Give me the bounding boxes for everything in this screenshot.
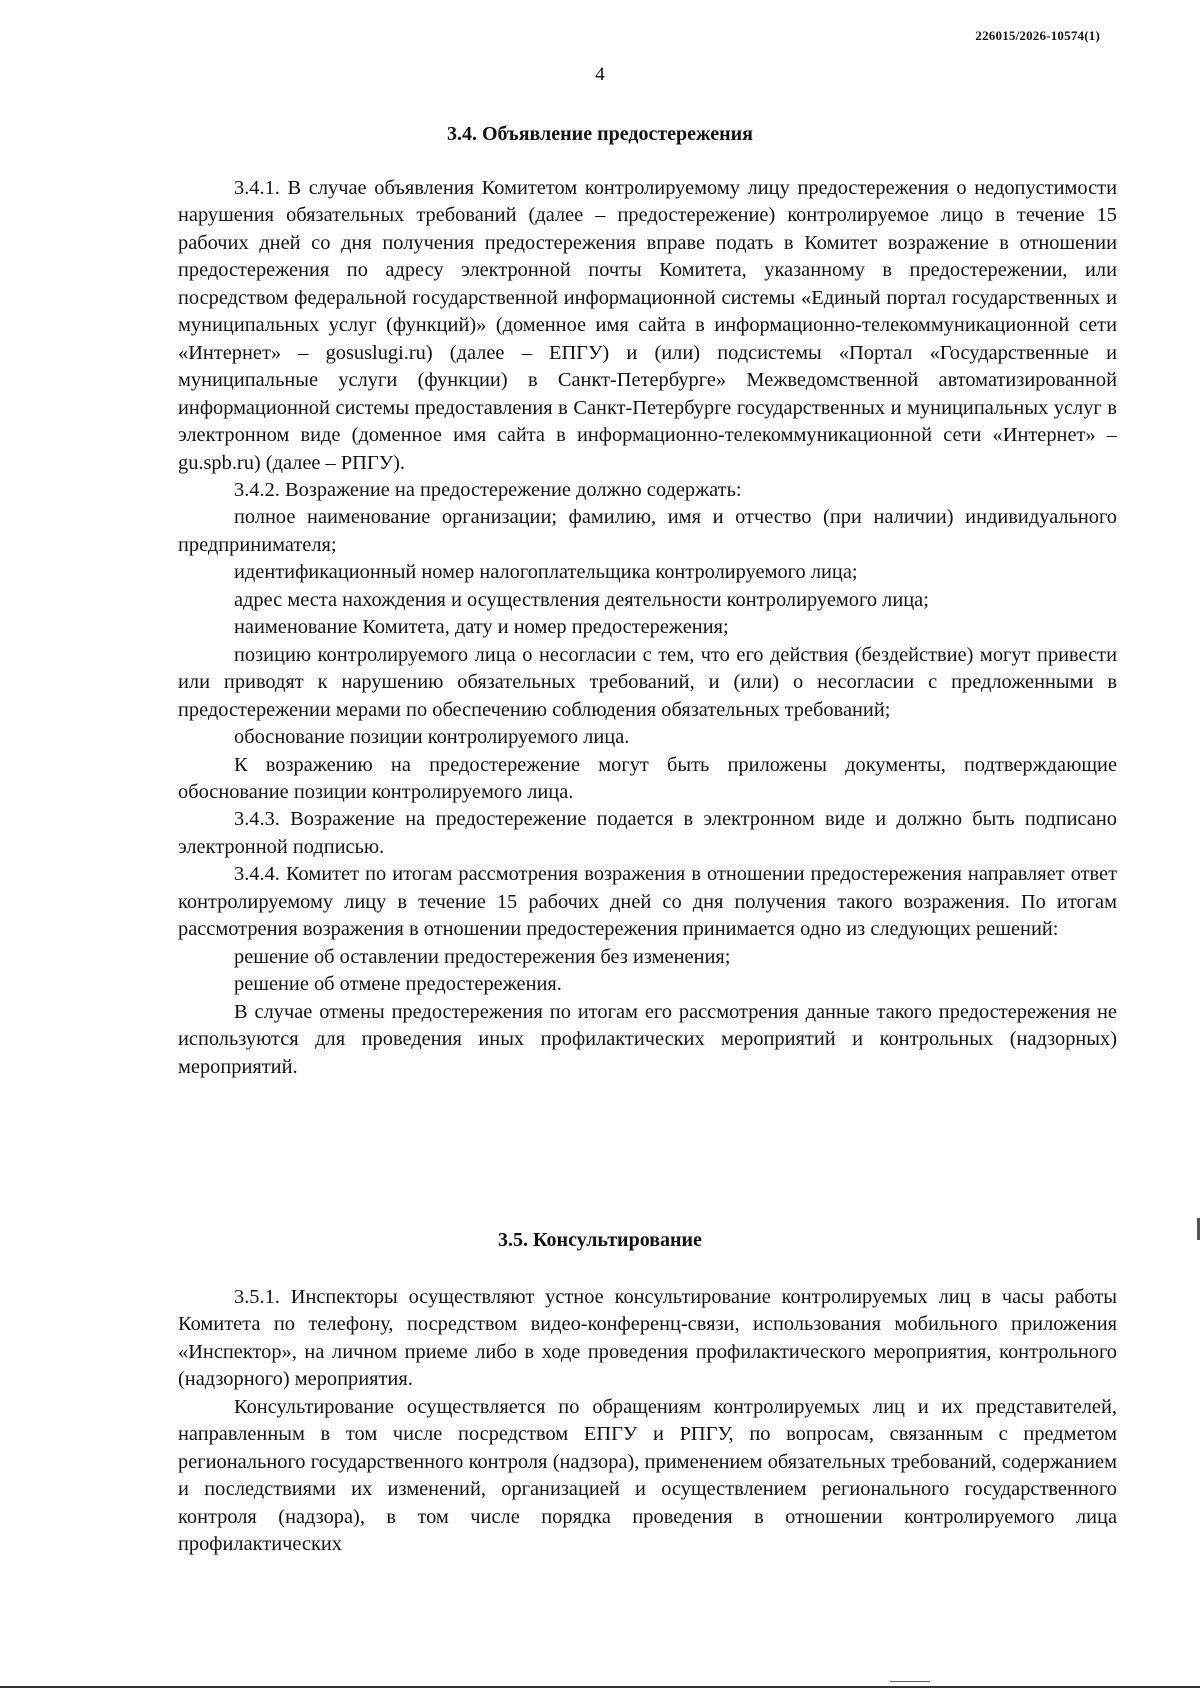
paragraph-3-4-2: 3.4.2. Возражение на предостережение должно содержать:	[234, 478, 742, 501]
list-item-address: адрес места нахождения и осуществления деятельности контролируемого лица;	[234, 588, 929, 611]
list-item-justification: обоснование позиции контролируемого лица.	[234, 726, 630, 749]
list-item-org-name: полное наименование организации; фамилию, имя и отчество (при наличии) индивидуального предпринимателя;	[178, 506, 1117, 556]
list-item-inn: идентификационный номер налогоплательщика контролируемого лица;	[234, 561, 858, 584]
paragraph-3-4-1: 3.4.1. В случае объявления Комитетом контролируемому лицу предостережения о недопустимости нарушения обязательных требований (далее – предостережение) контролируемое лицо в течение 15 рабочих дней со дня получения предостережения вправе подать в Комитет возражение в отношении предостережения по адресу электронной почты Комитета, указанному в предостережении, или посредством федеральной государственной информационной системы «Единый портал государственных и муниципальных услуг (функций)» (доменное имя сайта в информационно-телекоммуникационной сети «Интернет» – gosuslugi.ru) (далее – ЕПГУ) и (или) подсистемы «Портал «Государственные и муниципальные услуги (функции) в Санкт-Петербурге» Межведомственной автоматизированной информационной системы предоставления в Санкт-Петербурге государственных и муниципальных услуг в электронном виде (доменное имя сайта в информационно-телекоммуникационной сети «Интернет» – gu.spb.ru) (далее – РПГУ).	[178, 177, 1117, 474]
list-item-committee-name: наименование Комитета, дату и номер предостережения;	[234, 616, 729, 639]
scan-bottom-mark	[890, 1681, 930, 1682]
list-item-decision-cancel: решение об отмене предостережения.	[234, 973, 562, 996]
page-number: 4	[595, 64, 605, 85]
paragraph-3-4-3: 3.4.3. Возражение на предостережение подается в электронном виде и должно быть подписано электронной подписью.	[178, 808, 1117, 858]
list-item-decision-keep: решение об оставлении предостережения без изменения;	[234, 945, 731, 968]
section-heading-3-4: 3.4. Объявление предостережения	[446, 123, 754, 145]
section-body-3-5	[178, 1284, 1117, 1559]
paragraph-attachments: К возражению на предостережение могут быть приложены документы, подтверждающие обоснование позиции контролируемого лица.	[178, 753, 1117, 803]
paragraph-3-4-4: 3.4.4. Комитет по итогам рассмотрения возражения в отношении предостережения направляет ответ контролируемому лицу в течение 15 рабочих дней со дня получения такого возражения. По итогам рассмотрения возражения в отношении предостережения принимается одно из следующих решений:	[178, 863, 1117, 941]
paragraph-3-5-1: 3.5.1. Инспекторы осуществляют устное консультирование контролируемых лиц в часы работы Комитета по телефону, посредством видео-конференц-связи, использования мобильного приложения «Инспектор», на личном приеме либо в ходе проведения профилактического мероприятия, контрольного (надзорного) мероприятия.	[178, 1286, 1117, 1391]
section-heading-3-5: 3.5. Консультирование	[498, 1229, 702, 1251]
paragraph-cancellation-effect: В случае отмены предостережения по итогам его рассмотрения данные такого предостережения не используются для проведения иных профилактических мероприятий и контрольных (надзорных) мероприятий.	[178, 1000, 1117, 1078]
list-item-disagreement-position: позицию контролируемого лица о несогласии с тем, что его действия (бездействие) могут привести или приводят к нарушению обязательных требований, и (или) о несогласии с предложенными в предостережении мерами по обеспечению соблюдения обязательных требований;	[178, 643, 1117, 721]
document-registration-number: 226015/2026-10574(1)	[975, 28, 1100, 43]
section-body-3-4	[178, 175, 1117, 1081]
paragraph-consultation-topics: Консультирование осуществляется по обращениям контролируемых лиц и их представителей, направленным в том числе посредством ЕПГУ и РПГУ, по вопросам, связанным с предметом регионального государственного контроля (надзора), применением обязательных требований, содержанием и последствиями их изменений, организацией и осуществлением регионального государственного контроля (надзора), в том числе порядка проведения в отношении контролируемого лица профилактических	[178, 1395, 1117, 1556]
scan-bottom-border	[0, 1686, 1200, 1688]
